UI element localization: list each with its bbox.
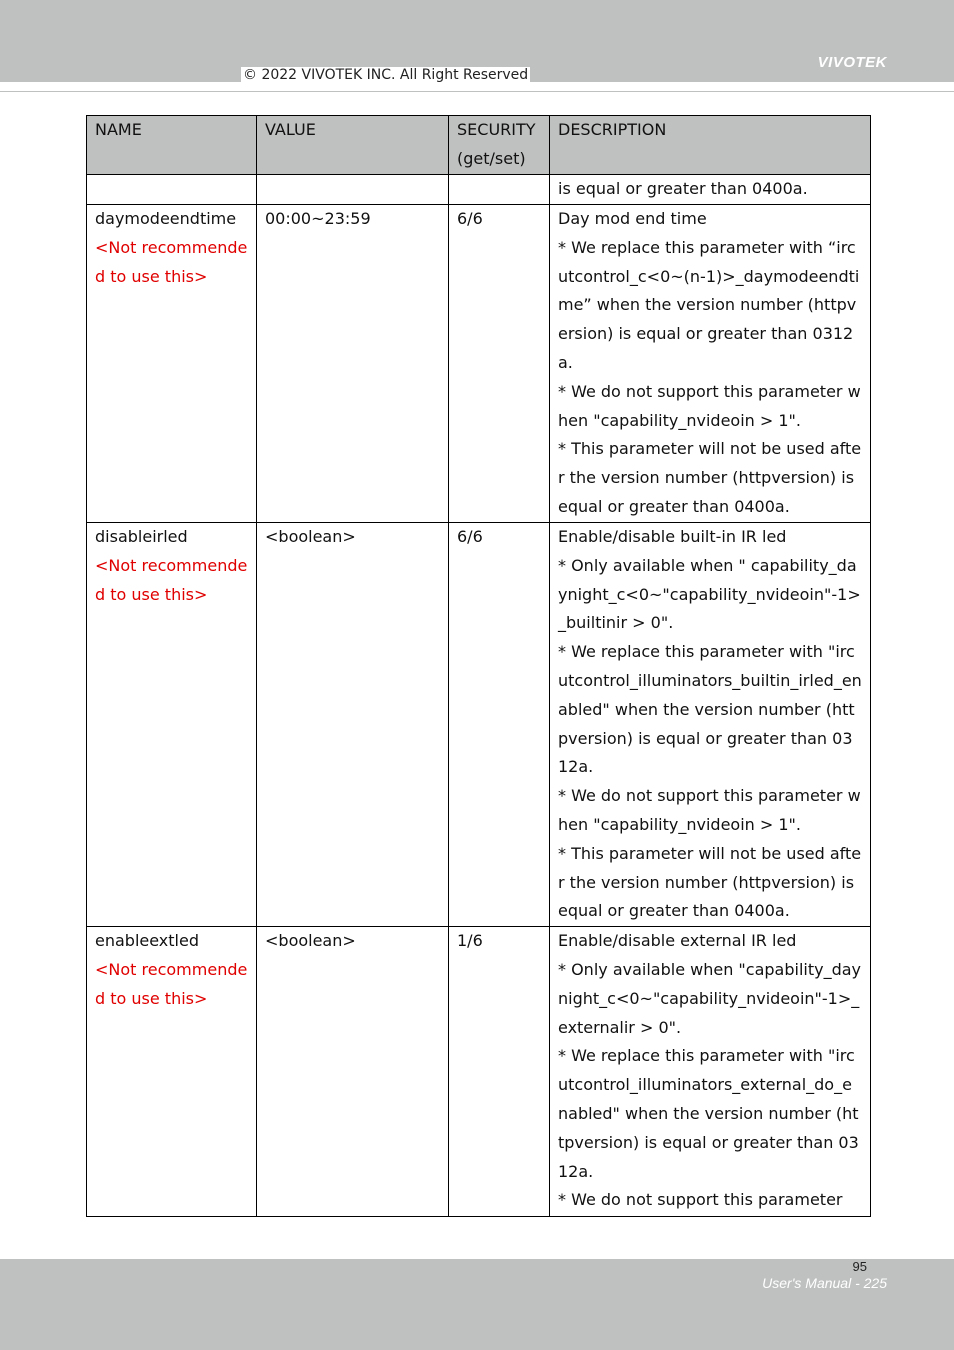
parameter-table (86, 115, 871, 1217)
description-line: * Only available when "capability_daynight_c<0~"capability_nvideoin"-1>_externalir > 0". (558, 959, 862, 1037)
column-header-description: DESCRIPTION (550, 116, 871, 175)
table-header-row (87, 116, 871, 175)
cell-description (550, 175, 871, 205)
description-line: Enable/disable built-in IR led (558, 527, 787, 546)
cell-value: <boolean> (257, 523, 449, 927)
description-line: Day mod end time (558, 209, 707, 228)
table-row (87, 205, 871, 523)
cell-security: 1/6 (449, 927, 550, 1217)
description-line: Enable/disable external IR led (558, 931, 797, 951)
copyright-text: © 2022 VIVOTEK INC. All Right Reserved (243, 67, 529, 83)
column-header-value: VALUE (257, 116, 449, 175)
not-recommended-note: <Not recommended to use this> (95, 959, 248, 1008)
cell-description (550, 205, 871, 523)
column-header-name: NAME (87, 116, 257, 175)
description-line: is equal or greater than 0400a. (558, 179, 808, 198)
description-line: * This parameter will not be used after the version number (httpversion) is equal or greater than 0400a. (558, 843, 862, 921)
description-line: * We do not support this parameter when "capability_nvideoin > 1". (558, 381, 861, 430)
table-row (87, 927, 871, 1217)
description-line: * We replace this parameter with "ircutcontrol_illuminators_builtin_irled_enabled" when the version number (httpversion) is equal or greater than 0312a. (558, 642, 862, 777)
description-line: * We do not support this parameter (558, 1190, 843, 1210)
page-number: 95 (852, 1259, 867, 1274)
param-name: daymodeendtime (95, 209, 237, 228)
cell-value (257, 175, 449, 205)
cell-security: 6/6 (449, 523, 550, 927)
description-line: * We replace this parameter with "ircutcontrol_illuminators_external_do_enabled" when the version number (httpversion) is equal or greater than 0312a. (558, 1046, 859, 1181)
manual-page-label: User's Manual - 225 (762, 1275, 887, 1291)
cell-description (550, 523, 871, 927)
cell-name (87, 927, 257, 1217)
footer-band (0, 1259, 954, 1350)
cell-name (87, 175, 257, 205)
cell-name (87, 205, 257, 523)
cell-value: 00:00~23:59 (257, 205, 449, 523)
description-line: * We replace this parameter with “ircutcontrol_c<0~(n-1)>_daymodeendtime” when the version number (httpversion) is equal or greater than 0312a. (558, 237, 860, 372)
cell-value: <boolean> (257, 927, 449, 1217)
description-line: * We do not support this parameter when "capability_nvideoin > 1". (558, 786, 861, 834)
param-name: enableextled (95, 931, 199, 951)
cell-name (87, 523, 257, 927)
description-line: * This parameter will not be used after the version number (httpversion) is equal or greater than 0400a. (558, 439, 862, 516)
cell-description (550, 927, 871, 1217)
column-header-security (449, 116, 550, 175)
column-header-security-label: SECURITY (get/set) (457, 120, 536, 168)
not-recommended-note: <Not recommended to use this> (95, 555, 248, 604)
cell-security: 6/6 (449, 205, 550, 523)
cell-security (449, 175, 550, 205)
brand-logo-text: VIVOTEK (817, 54, 887, 71)
description-line: * Only available when " capability_daynight_c<0~"capability_nvideoin"-1>_builtinir > 0". (558, 555, 861, 633)
param-name: disableirled (95, 527, 188, 546)
table-row (87, 523, 871, 927)
table-row (87, 175, 871, 205)
not-recommended-note: <Not recommended to use this> (95, 237, 248, 286)
header-divider (0, 91, 954, 92)
